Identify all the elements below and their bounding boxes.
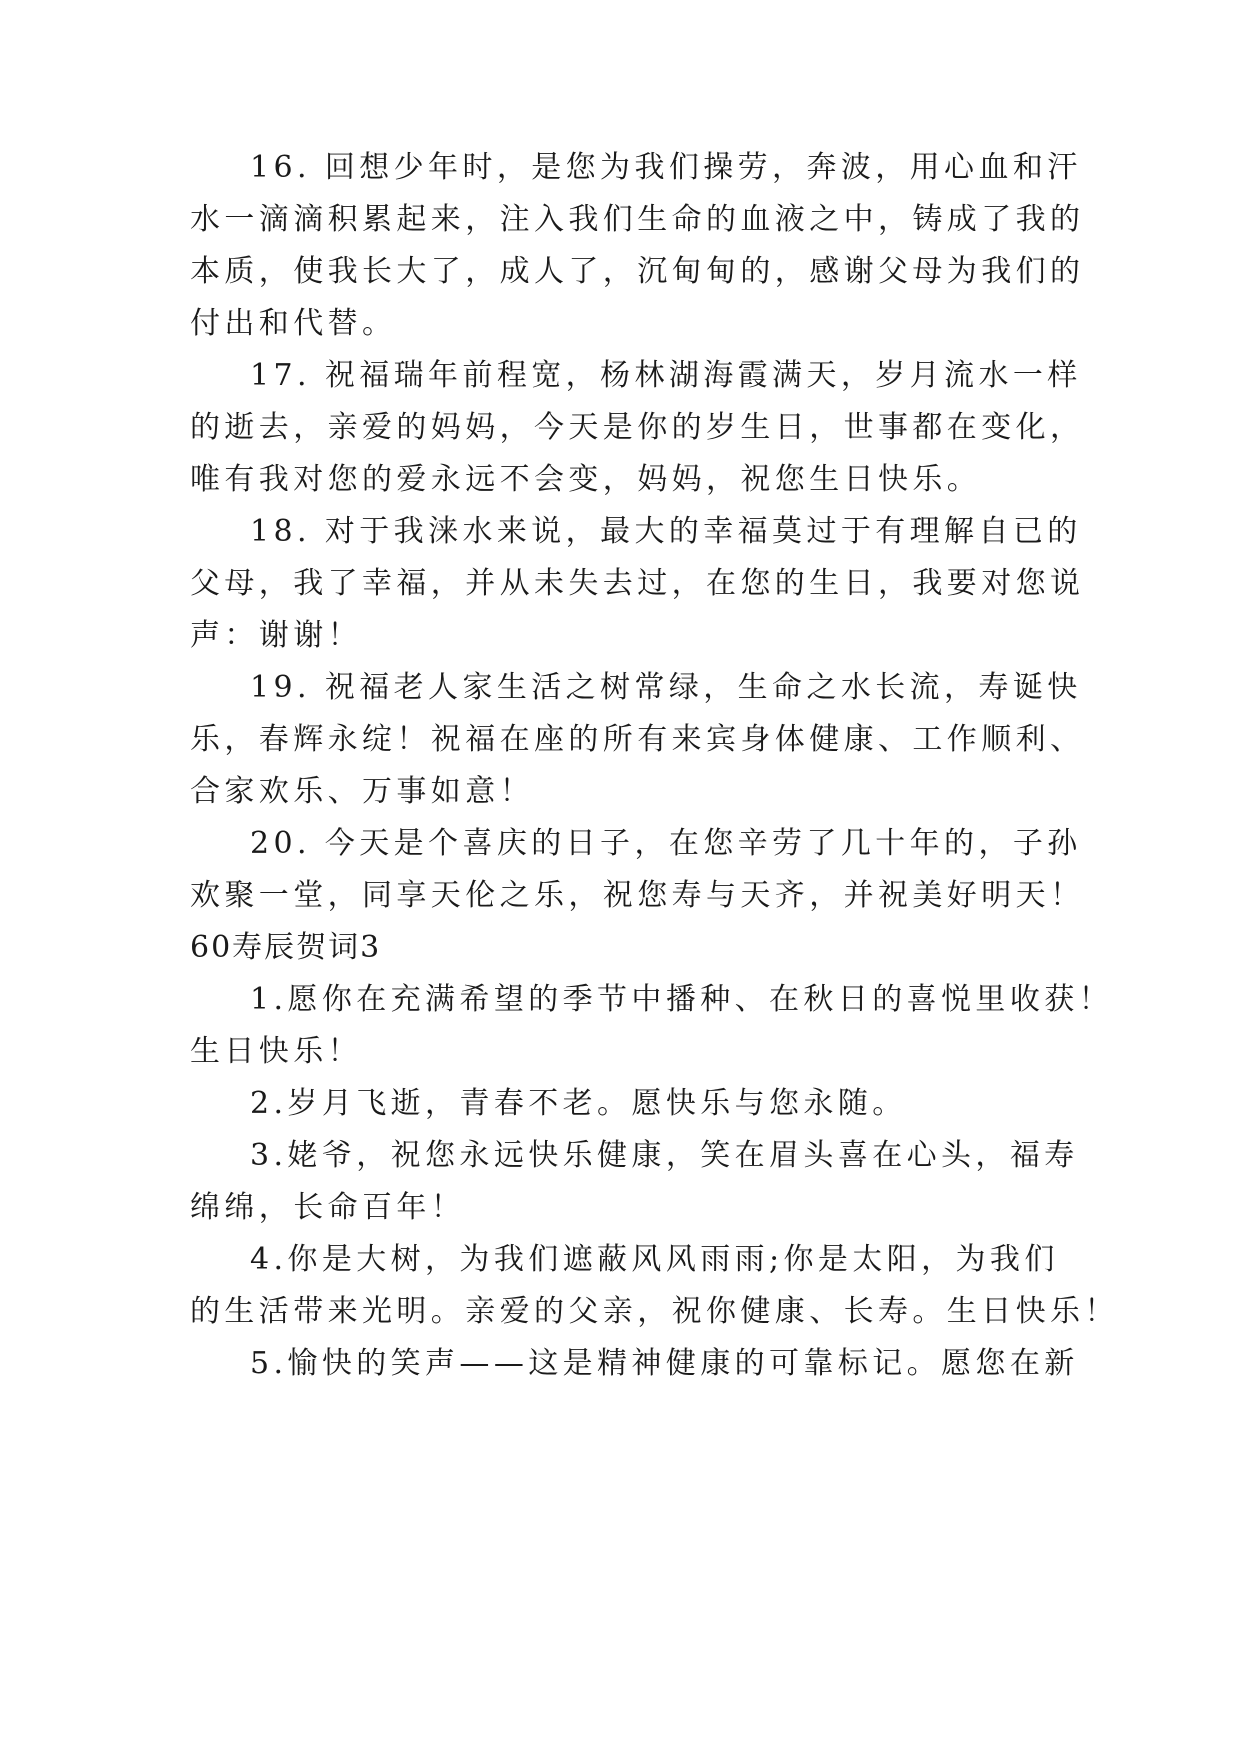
paragraph-line: 1.愿你在充满希望的季节中播种、在秋日的喜悦里收获！ <box>250 982 1114 1017</box>
paragraph-line: 20. 今天是个喜庆的日子，在您辛劳了几十年的，子孙 <box>250 826 1082 861</box>
paragraph-line: 17. 祝福瑞年前程宽，杨林湖海霞满天，岁月流水一样 <box>250 358 1082 393</box>
paragraph-line: 本质，使我长大了，成人了，沉甸甸的，感谢父母为我们的 <box>190 254 1085 289</box>
paragraph-line: 欢聚一堂，同享天伦之乐，祝您寿与天齐，并祝美好明天！ <box>190 878 1085 913</box>
paragraph-line: 合家欢乐、万事如意！ <box>190 774 534 809</box>
paragraph-line: 16. 回想少年时，是您为我们操劳，奔波，用心血和汗 <box>250 150 1082 185</box>
paragraph-line: 绵绵，长命百年！ <box>190 1190 466 1225</box>
paragraph-line: 父母，我了幸福，并从未失去过，在您的生日，我要对您说 <box>190 566 1085 601</box>
paragraph-line: 付出和代替。 <box>190 306 397 341</box>
paragraph-line: 3.姥爷，祝您永远快乐健康，笑在眉头喜在心头，福寿 <box>250 1138 1079 1173</box>
paragraph-line: 4.你是大树，为我们遮蔽风风雨雨;你是太阳，为我们 <box>250 1242 1059 1277</box>
paragraph-line: 18. 对于我涞水来说，最大的幸福莫过于有理解自已的 <box>250 514 1082 549</box>
paragraph-line: 生日快乐！ <box>190 1034 362 1069</box>
paragraph-line: 的生活带来光明。亲爱的父亲，祝你健康、长寿。生日快乐！ <box>190 1294 1119 1329</box>
paragraph-line: 的逝去，亲爱的妈妈，今天是你的岁生日，世事都在变化， <box>190 410 1085 445</box>
paragraph-line: 19. 祝福老人家生活之树常绿，生命之水长流，寿诞快 <box>250 670 1082 705</box>
paragraph-line: 2.岁月飞逝，青春不老。愿快乐与您永随。 <box>250 1086 907 1121</box>
paragraph-line: 水一滴滴积累起来，注入我们生命的血液之中，铸成了我的 <box>190 202 1085 237</box>
paragraph-line: 乐，春辉永绽！祝福在座的所有来宾身体健康、工作顺利、 <box>190 722 1085 757</box>
paragraph-line: 5.愉快的笑声——这是精神健康的可靠标记。愿您在新 <box>250 1346 1079 1381</box>
paragraph-line: 声：谢谢！ <box>190 618 362 653</box>
paragraph-line: 唯有我对您的爱永远不会变，妈妈，祝您生日快乐。 <box>190 462 982 497</box>
section-heading: 60寿辰贺词3 <box>190 930 382 965</box>
